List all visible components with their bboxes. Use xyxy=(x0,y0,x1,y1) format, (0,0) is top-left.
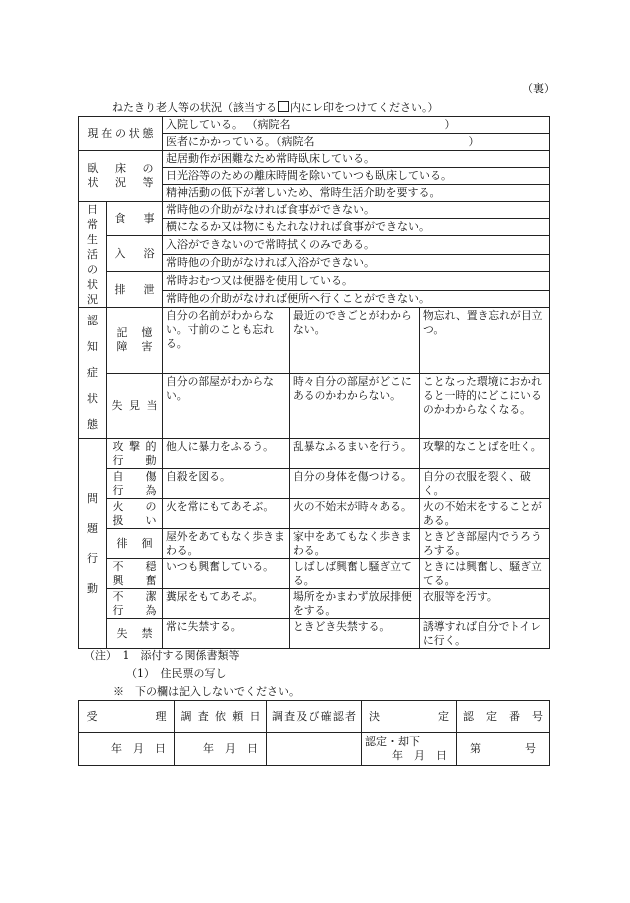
header-decision: 決定 xyxy=(362,701,457,733)
excretion-option-1[interactable]: 常時おむつ又は便器を使用している。 xyxy=(163,272,550,291)
current-option-1[interactable]: 入院している。 （病院名 ） xyxy=(163,117,550,134)
request-date[interactable]: 年 月 日 xyxy=(175,733,267,766)
cognitive-item-disorientation-label: 失見当 xyxy=(107,373,163,439)
behavior-item-fire-label: 火の 扱い xyxy=(107,499,163,529)
agitation-option-1[interactable]: いつも興奮している。 xyxy=(163,559,290,589)
wandering-option-1[interactable]: 屋外をあてもなく歩きまわる。 xyxy=(163,529,290,559)
checkbox-symbol-icon xyxy=(278,101,289,112)
unclean-option-2[interactable]: 場所をかまわず放尿排便をする。 xyxy=(290,589,420,619)
bath-option-2[interactable]: 常時他の介助がなければ入浴ができない。 xyxy=(163,255,550,272)
memory-option-1[interactable]: 自分の名前がわからない。寸前のことも忘れる。 xyxy=(163,308,290,374)
daily-item-bath-label: 入浴 xyxy=(107,236,163,272)
header-cert-number: 認定番号 xyxy=(457,701,550,733)
form-heading xyxy=(112,99,439,115)
status-table xyxy=(78,116,550,649)
aggression-option-3[interactable]: 攻撃的なことばを吐く。 xyxy=(420,439,550,469)
memory-option-3[interactable]: 物忘れ、置き忘れが目立つ。 xyxy=(420,308,550,374)
bed-option-3[interactable]: 精神活動の低下が著しいため、常時生活介助を要する。 xyxy=(163,185,550,202)
fire-option-2[interactable]: 火の不始末が時々ある。 xyxy=(290,499,420,529)
behavior-label: 問題行動 xyxy=(79,439,107,649)
selfharm-option-2[interactable]: 自分の身体を傷つける。 xyxy=(290,469,420,499)
header-request-date: 調査依頼日 xyxy=(175,701,267,733)
daily-item-excretion-label: 排泄 xyxy=(107,272,163,308)
wandering-option-2[interactable]: 家中をあてもなく歩きまわる。 xyxy=(290,529,420,559)
cognitive-item-memory-label: 記憶 障害 xyxy=(107,308,163,374)
bath-option-1[interactable]: 入浴ができないので常時拭くのみである。 xyxy=(163,236,550,255)
behavior-item-selfharm-label: 自傷 行為 xyxy=(107,469,163,499)
page-side-label: （裏） xyxy=(522,82,555,95)
incontinence-option-1[interactable]: 常に失禁する。 xyxy=(163,619,290,649)
fire-option-3[interactable]: 火の不始末をすることがある。 xyxy=(420,499,550,529)
decision-options: 認定・却下 xyxy=(365,735,420,748)
selfharm-option-3[interactable]: 自分の衣服を裂く、破く。 xyxy=(420,469,550,499)
decision-cell[interactable] xyxy=(362,733,457,766)
heading-text-after: 内にレ印をつけてください。） xyxy=(290,101,439,114)
agitation-option-3[interactable]: ときには興奮し、騒ぎ立てる。 xyxy=(420,559,550,589)
meal-option-2[interactable]: 横になるか又は物にもたれなければ食事ができない。 xyxy=(163,219,550,236)
memory-option-2[interactable]: 最近のできごとがわからない。 xyxy=(290,308,420,374)
note-line-3: ※ 下の欄は記入しないでください。 xyxy=(113,685,300,698)
unclean-option-1[interactable]: 糞尿をもてあそぶ。 xyxy=(163,589,290,619)
cognitive-label: 認知症状態 xyxy=(79,308,107,439)
selfharm-option-1[interactable]: 自殺を図る。 xyxy=(163,469,290,499)
disorientation-option-1[interactable]: 自分の部屋がわからない。 xyxy=(163,373,290,439)
behavior-item-agitation-label: 不穏 興奮 xyxy=(107,559,163,589)
aggression-option-2[interactable]: 乱暴なふるまいを行う。 xyxy=(290,439,420,469)
aggression-option-1[interactable]: 他人に暴力をふるう。 xyxy=(163,439,290,469)
office-use-table xyxy=(78,700,550,766)
incontinence-option-3[interactable]: 誘導すれば自分でトイレに行く。 xyxy=(420,619,550,649)
header-receipt: 受理 xyxy=(79,701,175,733)
investigator-cell[interactable] xyxy=(267,733,362,766)
incontinence-option-2[interactable]: ときどき失禁する。 xyxy=(290,619,420,649)
current-status-label: 現在の状態 xyxy=(79,117,163,151)
bed-option-2[interactable]: 日光浴等のための離床時間を除いていつも臥床している。 xyxy=(163,168,550,185)
bed-option-1[interactable]: 起居動作が困難なため常時臥床している。 xyxy=(163,151,550,168)
behavior-item-unclean-label: 不潔 行為 xyxy=(107,589,163,619)
behavior-item-incontinence-label: 失禁 xyxy=(107,619,163,649)
behavior-item-wandering-label: 徘徊 xyxy=(107,529,163,559)
fire-option-1[interactable]: 火を常にもてあそぶ。 xyxy=(163,499,290,529)
disorientation-option-2[interactable]: 時々自分の部屋がどこにあるのかわからない。 xyxy=(290,373,420,439)
receipt-date[interactable]: 年 月 日 xyxy=(79,733,175,766)
header-investigator: 調査及び確認者 xyxy=(267,701,362,733)
disorientation-option-3[interactable]: ことなった環境におかれると一時的にどこにいるのかわからなくなる。 xyxy=(420,373,550,439)
excretion-option-2[interactable]: 常時他の介助がなければ便所へ行くことができない。 xyxy=(163,291,550,308)
agitation-option-2[interactable]: しばしば興奮し騒ぎ立てる。 xyxy=(290,559,420,589)
current-option-2[interactable]: 医者にかかっている。（病院名 ） xyxy=(163,134,550,151)
meal-option-1[interactable]: 常時他の介助がなければ食事ができない。 xyxy=(163,202,550,219)
decision-date: 年 月 日 xyxy=(392,749,447,762)
unclean-option-3[interactable]: 衣服等を汚す。 xyxy=(420,589,550,619)
cert-number-cell[interactable]: 第 号 xyxy=(457,733,550,766)
note-line-2: （1） 住民票の写し xyxy=(126,667,227,680)
bed-status-label: 臥床の 状況等 xyxy=(79,151,163,202)
heading-text-before: ねたきり老人等の状況（該当する xyxy=(112,101,277,114)
note-line-1: （注） 1 添付する関係書類等 xyxy=(84,649,240,662)
daily-item-meal-label: 食事 xyxy=(107,202,163,236)
wandering-option-3[interactable]: ときどき部屋内でうろうろする。 xyxy=(420,529,550,559)
daily-life-label: 日常生活の状況 xyxy=(79,202,107,308)
behavior-item-aggression-label: 攻撃的 行動 xyxy=(107,439,163,469)
